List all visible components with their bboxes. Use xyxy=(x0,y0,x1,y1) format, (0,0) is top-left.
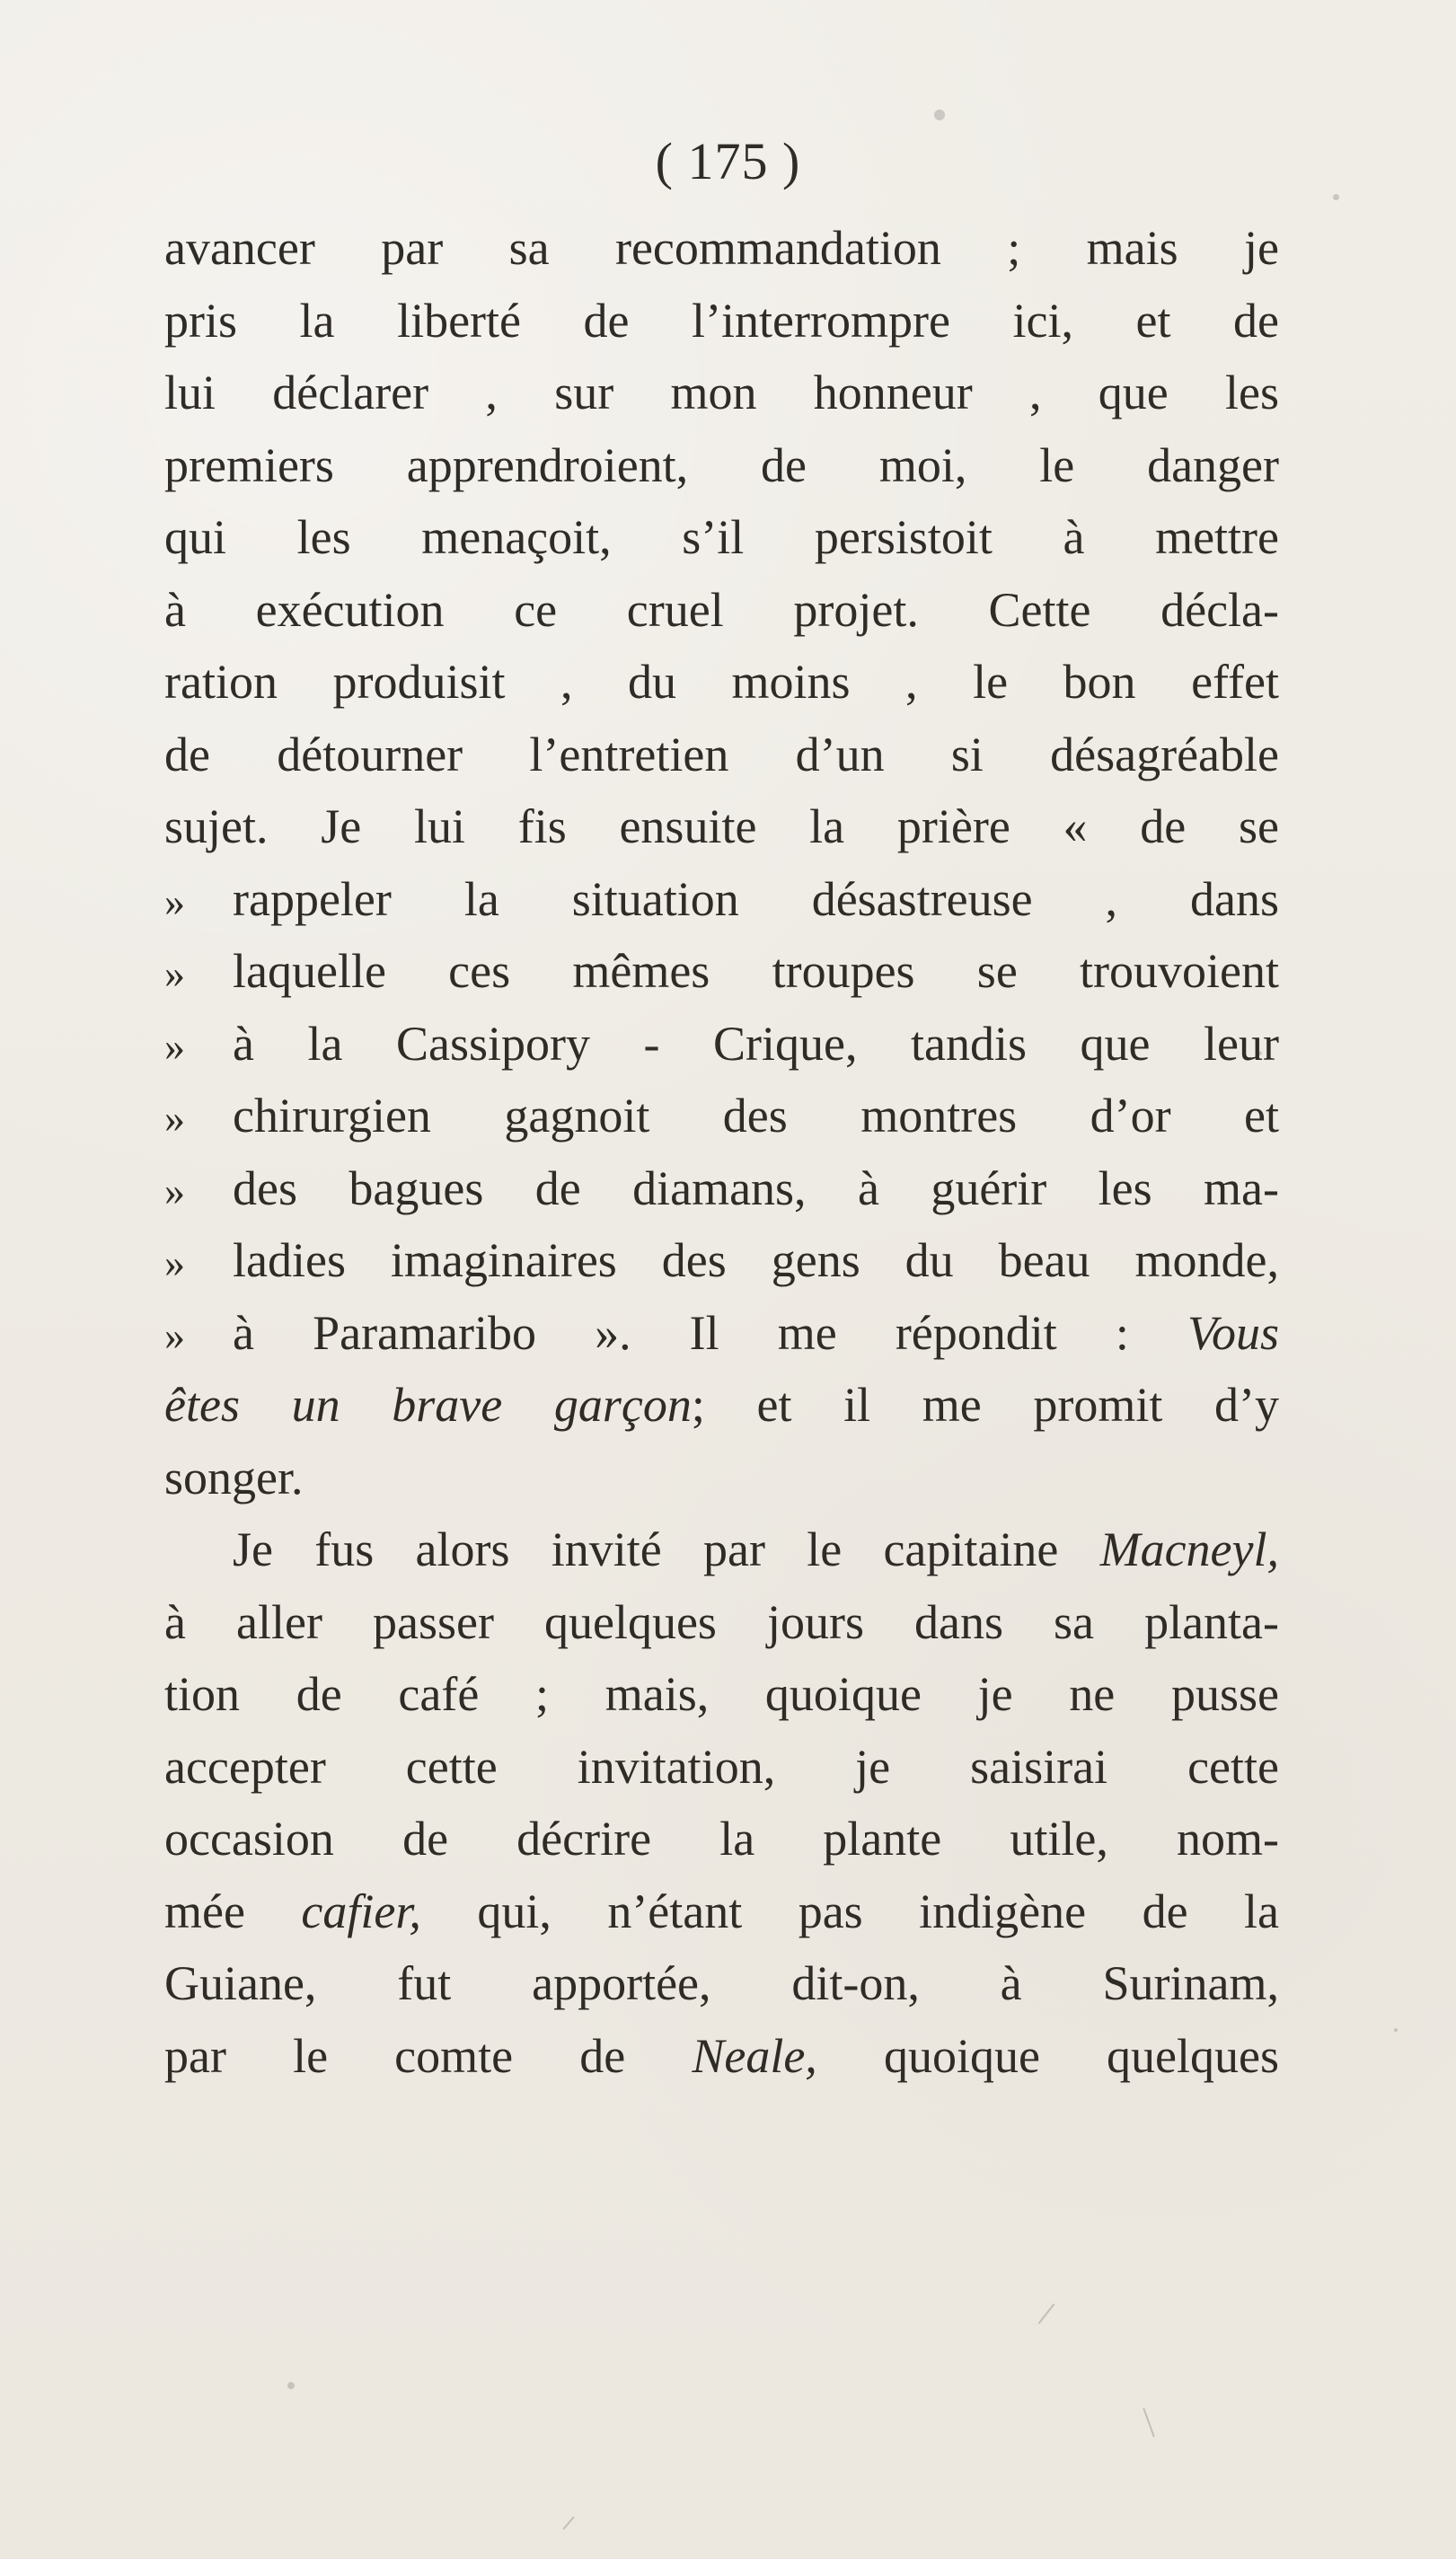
text-line-content: Guiane, fut apportée, dit-on, à Surinam, xyxy=(164,1956,1279,2010)
quotation-mark: » xyxy=(164,1240,186,1285)
quoted-line xyxy=(164,935,1279,1008)
text-line-content: de détourner l’entretien d’un si désagréable xyxy=(164,727,1279,781)
quoted-line xyxy=(164,1080,1279,1152)
text-line-content: Je fus alors invité par le capitaine xyxy=(233,1522,1100,1576)
quoted-text: chirurgien gagnoit des montres d’or et xyxy=(233,1089,1279,1143)
text-line-content: à exécution ce cruel projet. Cette décla- xyxy=(164,582,1279,637)
quoted-text: ladies imaginaires des gens du beau monde, xyxy=(233,1233,1279,1287)
text-line xyxy=(164,1947,1279,2020)
text-line xyxy=(164,790,1279,863)
quoted-text: laquelle ces mêmes troupes se trouvoient xyxy=(233,944,1279,998)
page-number: ( 175 ) xyxy=(655,132,801,190)
quoted-text-roman: à Paramaribo ». Il me répondit : xyxy=(233,1305,1129,1360)
paper-speck xyxy=(287,2382,295,2389)
text-line-content: par le comte de xyxy=(164,2028,693,2083)
paper-speck xyxy=(1257,1051,1262,1055)
quoted-line xyxy=(164,1152,1279,1225)
text-line xyxy=(164,574,1279,647)
text-line xyxy=(164,646,1279,719)
quotation-mark: » xyxy=(164,1022,186,1069)
quoted-text: des bagues de diamans, à guérir les ma- xyxy=(233,1160,1279,1215)
paper-scratch xyxy=(1038,2303,1055,2324)
text-line-content: premiers apprendroient, de moi, le danger xyxy=(164,437,1279,492)
quotation-mark: » xyxy=(164,1311,186,1358)
quotation-mark: » xyxy=(164,878,186,924)
text-line-content: lui déclarer , sur mon honneur , que les xyxy=(164,366,1279,419)
italic-phrase: êtes un brave garçon xyxy=(164,1378,692,1432)
text-line xyxy=(164,285,1279,357)
text-line xyxy=(164,429,1279,502)
paper-scratch xyxy=(1143,2408,1155,2438)
text-line xyxy=(164,1658,1279,1731)
text-line-content: quoique quelques xyxy=(816,2028,1279,2083)
paper-speck xyxy=(1394,2028,1398,2032)
quoted-line xyxy=(164,1008,1279,1081)
quotation-mark: » xyxy=(164,1167,186,1213)
text-line-content: avancer par sa recommandation ; mais je xyxy=(164,221,1279,275)
text-line xyxy=(164,1586,1279,1659)
text-line xyxy=(164,1875,1279,1948)
text-line-content: sujet. Je lui fis ensuite la prière « de se xyxy=(164,799,1279,853)
text-line-content: à aller passer quelques jours dans sa planta- xyxy=(164,1594,1279,1649)
quoted-text: à la Cassipory - Crique, tandis que leur xyxy=(233,1016,1279,1071)
quoted-text: rappeler la situation désastreuse , dans xyxy=(233,871,1279,926)
italic-word: cafier, xyxy=(301,1884,421,1938)
text-line-content: ration produisit , du moins , le bon effet xyxy=(164,655,1279,709)
text-line-content: mée xyxy=(164,1884,302,1938)
text-line xyxy=(164,501,1279,574)
paragraph-start-line xyxy=(164,1513,1279,1586)
text-line-content: occasion de décrire la plante utile, nom- xyxy=(164,1812,1279,1866)
text-line xyxy=(164,1803,1279,1875)
italic-name: Macneyl, xyxy=(1099,1522,1279,1576)
paper-scratch xyxy=(562,2516,574,2529)
quoted-text-italic: Vous xyxy=(1187,1305,1280,1360)
text-line xyxy=(164,1731,1279,1804)
text-line-content: qui les menaçoit, s’il persistoit à mettre xyxy=(164,510,1279,564)
text-line-content: qui, n’étant pas indigène de la xyxy=(420,1884,1279,1938)
paper-speck xyxy=(1333,194,1339,200)
text-line xyxy=(164,212,1279,285)
text-line-content: ; et il me promit d’y xyxy=(691,1378,1279,1432)
text-line-content: tion de café ; mais, quoique je ne pusse xyxy=(164,1667,1279,1721)
paper-speck xyxy=(934,110,945,120)
text-line-content: accepter cette invitation, je saisirai cette xyxy=(164,1739,1279,1794)
text-line-content: songer. xyxy=(164,1450,304,1505)
text-line xyxy=(164,2020,1279,2093)
text-line xyxy=(164,719,1279,791)
quotation-mark: » xyxy=(164,1095,186,1141)
text-line xyxy=(164,357,1279,429)
quotation-mark: » xyxy=(164,950,186,996)
quoted-line xyxy=(164,863,1279,936)
body-text xyxy=(164,212,1279,2092)
italic-name: Neale, xyxy=(692,2028,817,2083)
quoted-text xyxy=(233,1297,1279,1370)
text-line-last xyxy=(164,1442,1279,1514)
quoted-line xyxy=(164,1297,1279,1370)
text-line-content: pris la liberté de l’interrompre ici, et de xyxy=(164,293,1279,348)
text-line xyxy=(164,1369,1279,1442)
quoted-line xyxy=(164,1224,1279,1297)
